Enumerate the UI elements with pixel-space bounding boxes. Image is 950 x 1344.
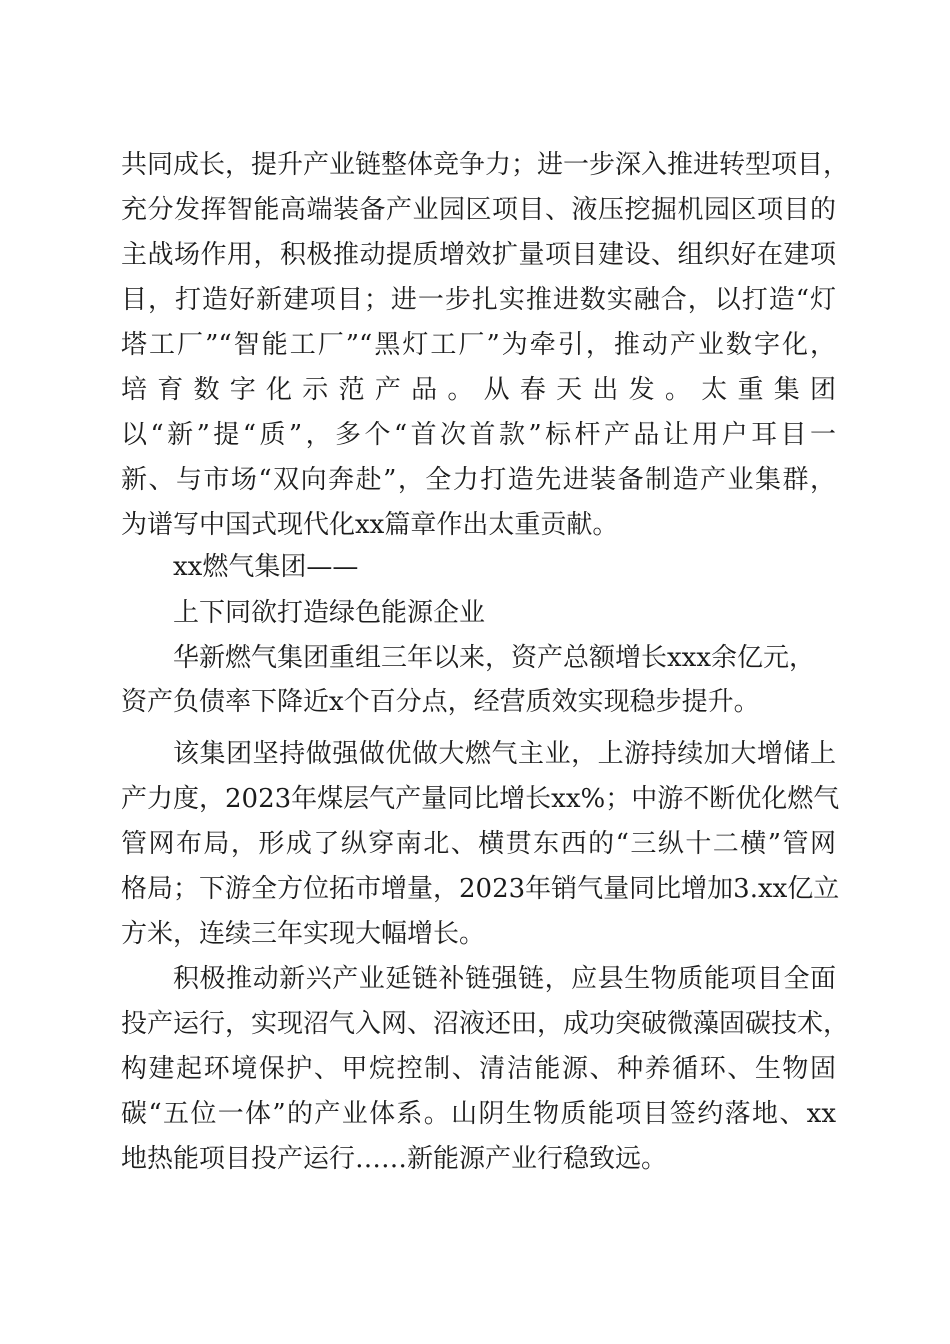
paragraph-line: 塔工厂”“智能工厂”“黑灯工厂”为牵引，推动产业数字化， [121, 330, 836, 360]
paragraph-line: 为谱写中国式现代化xx篇章作出太重贡献。 [121, 510, 619, 540]
paragraph-line: 共同成长，提升产业链整体竞争力；进一步深入推进转型项目， [121, 150, 850, 180]
paragraph-line: 构建起环境保护、甲烷控制、清洁能源、种养循环、生物固 [121, 1054, 836, 1084]
paragraph-line: 资产负债率下降近x个百分点，经营质效实现稳步提升。 [121, 687, 760, 717]
paragraph-line: 管网布局，形成了纵穿南北、横贯东西的“三纵十二横”管网 [121, 829, 836, 859]
paragraph-line: 主战场作用，积极推动提质增效扩量项目建设、组织好在建项 [121, 240, 836, 270]
paragraph-line: 新、与市场“双向奔赴”，全力打造先进装备制造产业集群， [121, 465, 836, 495]
paragraph-line: 产力度，2023年煤层气产量同比增长xx%；中游不断优化燃气 [121, 784, 840, 814]
section-subheading: 上下同欲打造绿色能源企业 [173, 598, 486, 628]
section-heading: xx燃气集团—— [173, 552, 359, 582]
paragraph-line: 培育数字化示范产品。从春天出发。太重集团 [121, 375, 836, 405]
paragraph-line: 该集团坚持做强做优做大燃气主业，上游持续加大增储上 [173, 739, 836, 769]
paragraph-line: 积极推动新兴产业延链补链强链，应县生物质能项目全面 [173, 964, 836, 994]
paragraph-line: 方米，连续三年实现大幅增长。 [121, 919, 486, 949]
paragraph-line: 地热能项目投产运行……新能源产业行稳致远。 [121, 1144, 668, 1174]
paragraph-line: 格局；下游全方位拓市增量，2023年销气量同比增加3.xx亿立 [121, 874, 840, 904]
paragraph-line: 以“新”提“质”，多个“首次首款”标杆产品让用户耳目一 [121, 420, 836, 450]
paragraph-line: 目，打造好新建项目；进一步扎实推进数实融合，以打造“灯 [121, 285, 836, 315]
paragraph-line: 投产运行，实现沼气入网、沼液还田，成功突破微藻固碳技术， [121, 1009, 850, 1039]
paragraph-line: 充分发挥智能高端装备产业园区项目、液压挖掘机园区项目的 [121, 195, 836, 225]
paragraph-line: 碳“五位一体”的产业体系。山阴生物质能项目签约落地、xx [121, 1099, 836, 1129]
paragraph-line: 华新燃气集团重组三年以来，资产总额增长xxx余亿元， [173, 643, 815, 673]
